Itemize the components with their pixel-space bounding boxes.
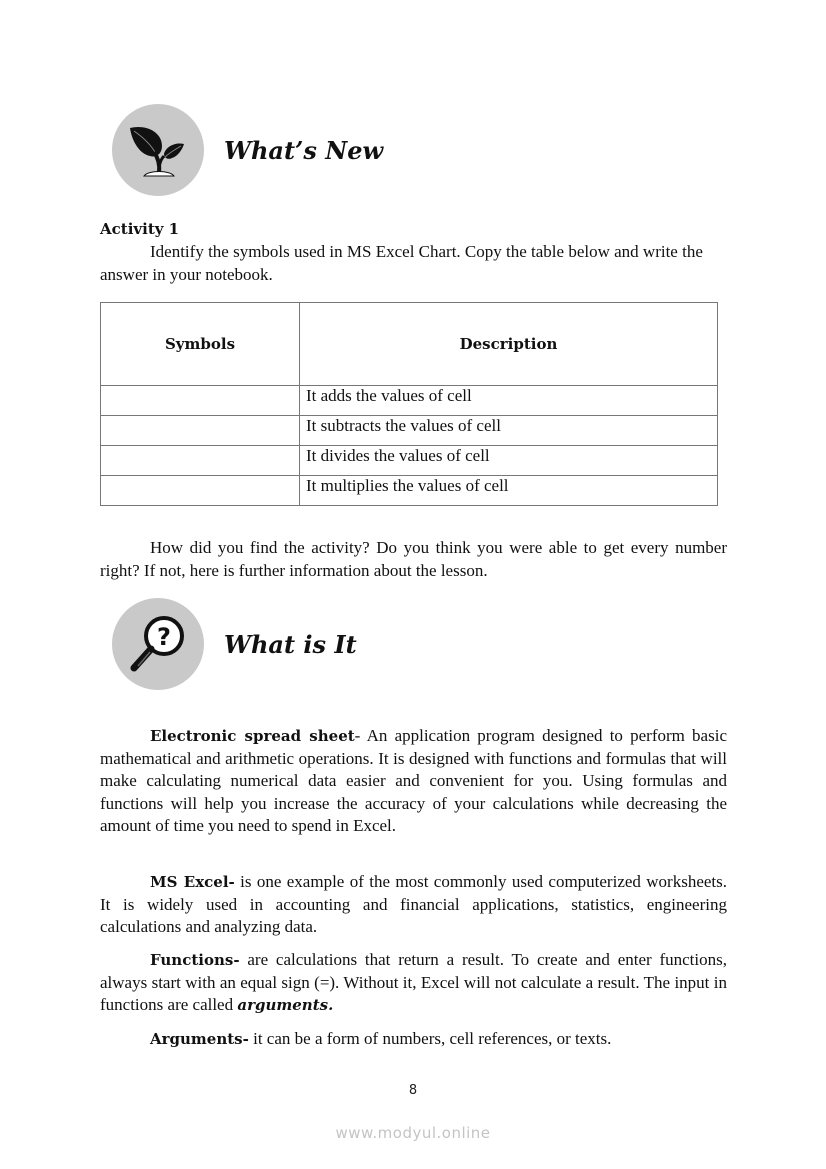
symbols-table [100, 302, 718, 506]
definition-term: Arguments- [150, 1030, 249, 1048]
description-cell: It subtracts the values of cell [300, 416, 718, 446]
activity-label: Activity 1 [100, 220, 180, 238]
plant-sprout-icon [112, 104, 204, 196]
whats-new-header [112, 104, 383, 196]
definition-text: An application program designed to perform basic mathematical and arithmetic operations. It is designed with functions and formulas that will make calculating numerical data easier and convenient for you. Using formulas and functions will help you increase the accuracy of your calculations while decreasing the amount of time you need to spend in Excel. [100, 726, 727, 835]
table-row [101, 476, 718, 506]
symbol-cell [101, 446, 300, 476]
definition-text: are calculations that return a result. To create and enter functions, always start with an equal sign (=). Without it, Excel will not calculate a result. The input in functions are called [100, 950, 727, 1014]
definition-text: it can be a form of numbers, cell references, or texts. [253, 1029, 612, 1048]
what-is-it-header [112, 598, 357, 690]
header-symbols: Symbols [101, 303, 300, 386]
page-number: 8 [408, 1083, 418, 1098]
activity-instructions: Identify the symbols used in MS Excel Chart. Copy the table below and write the answer in your notebook. [100, 242, 703, 284]
definition-emphasis: arguments. [237, 996, 334, 1014]
definition-text: is one example of the most commonly used computerized worksheets. It is widely used in accounting and financial applications, statistics, engineering calculations and analyzing data. [100, 872, 728, 936]
symbol-cell [101, 416, 300, 446]
description-cell: It divides the values of cell [300, 446, 718, 476]
magnifier-question-icon [112, 598, 204, 690]
table-header-row [101, 303, 718, 386]
definition-electronic-spreadsheet: Electronic spread sheet- An application program designed to perform basic mathematical and arithmetic operations. It is designed with functions and formulas that will make calculating numerical data easier and convenient for you. Using formulas and functions will help you increase the accuracy of your calculations while decreasing the amount of time you need to spend in Excel. [100, 726, 727, 835]
description-cell: It adds the values of cell [300, 386, 718, 416]
table-row [101, 446, 718, 476]
header-description: Description [300, 303, 718, 386]
section-title: What’s New [224, 135, 384, 165]
symbol-cell [101, 476, 300, 506]
definition-term: MS Excel- [150, 873, 235, 891]
symbol-cell [101, 386, 300, 416]
definition-arguments [100, 1028, 727, 1051]
table-row [101, 416, 718, 446]
reflection-paragraph: How did you find the activity? Do you think you were able to get every number right? If not, here is further information about the lesson. [100, 538, 727, 580]
definition-ms-excel [100, 871, 727, 939]
section-title: What is It [224, 629, 357, 659]
definition-functions [100, 949, 727, 1017]
watermark: www.modyul.online [335, 1124, 491, 1142]
table-row [101, 386, 718, 416]
definition-term: Electronic spread sheet [150, 727, 355, 745]
description-cell: It multiplies the values of cell [300, 476, 718, 506]
svg-text:?: ? [157, 623, 171, 651]
definition-term: Functions- [150, 951, 240, 969]
